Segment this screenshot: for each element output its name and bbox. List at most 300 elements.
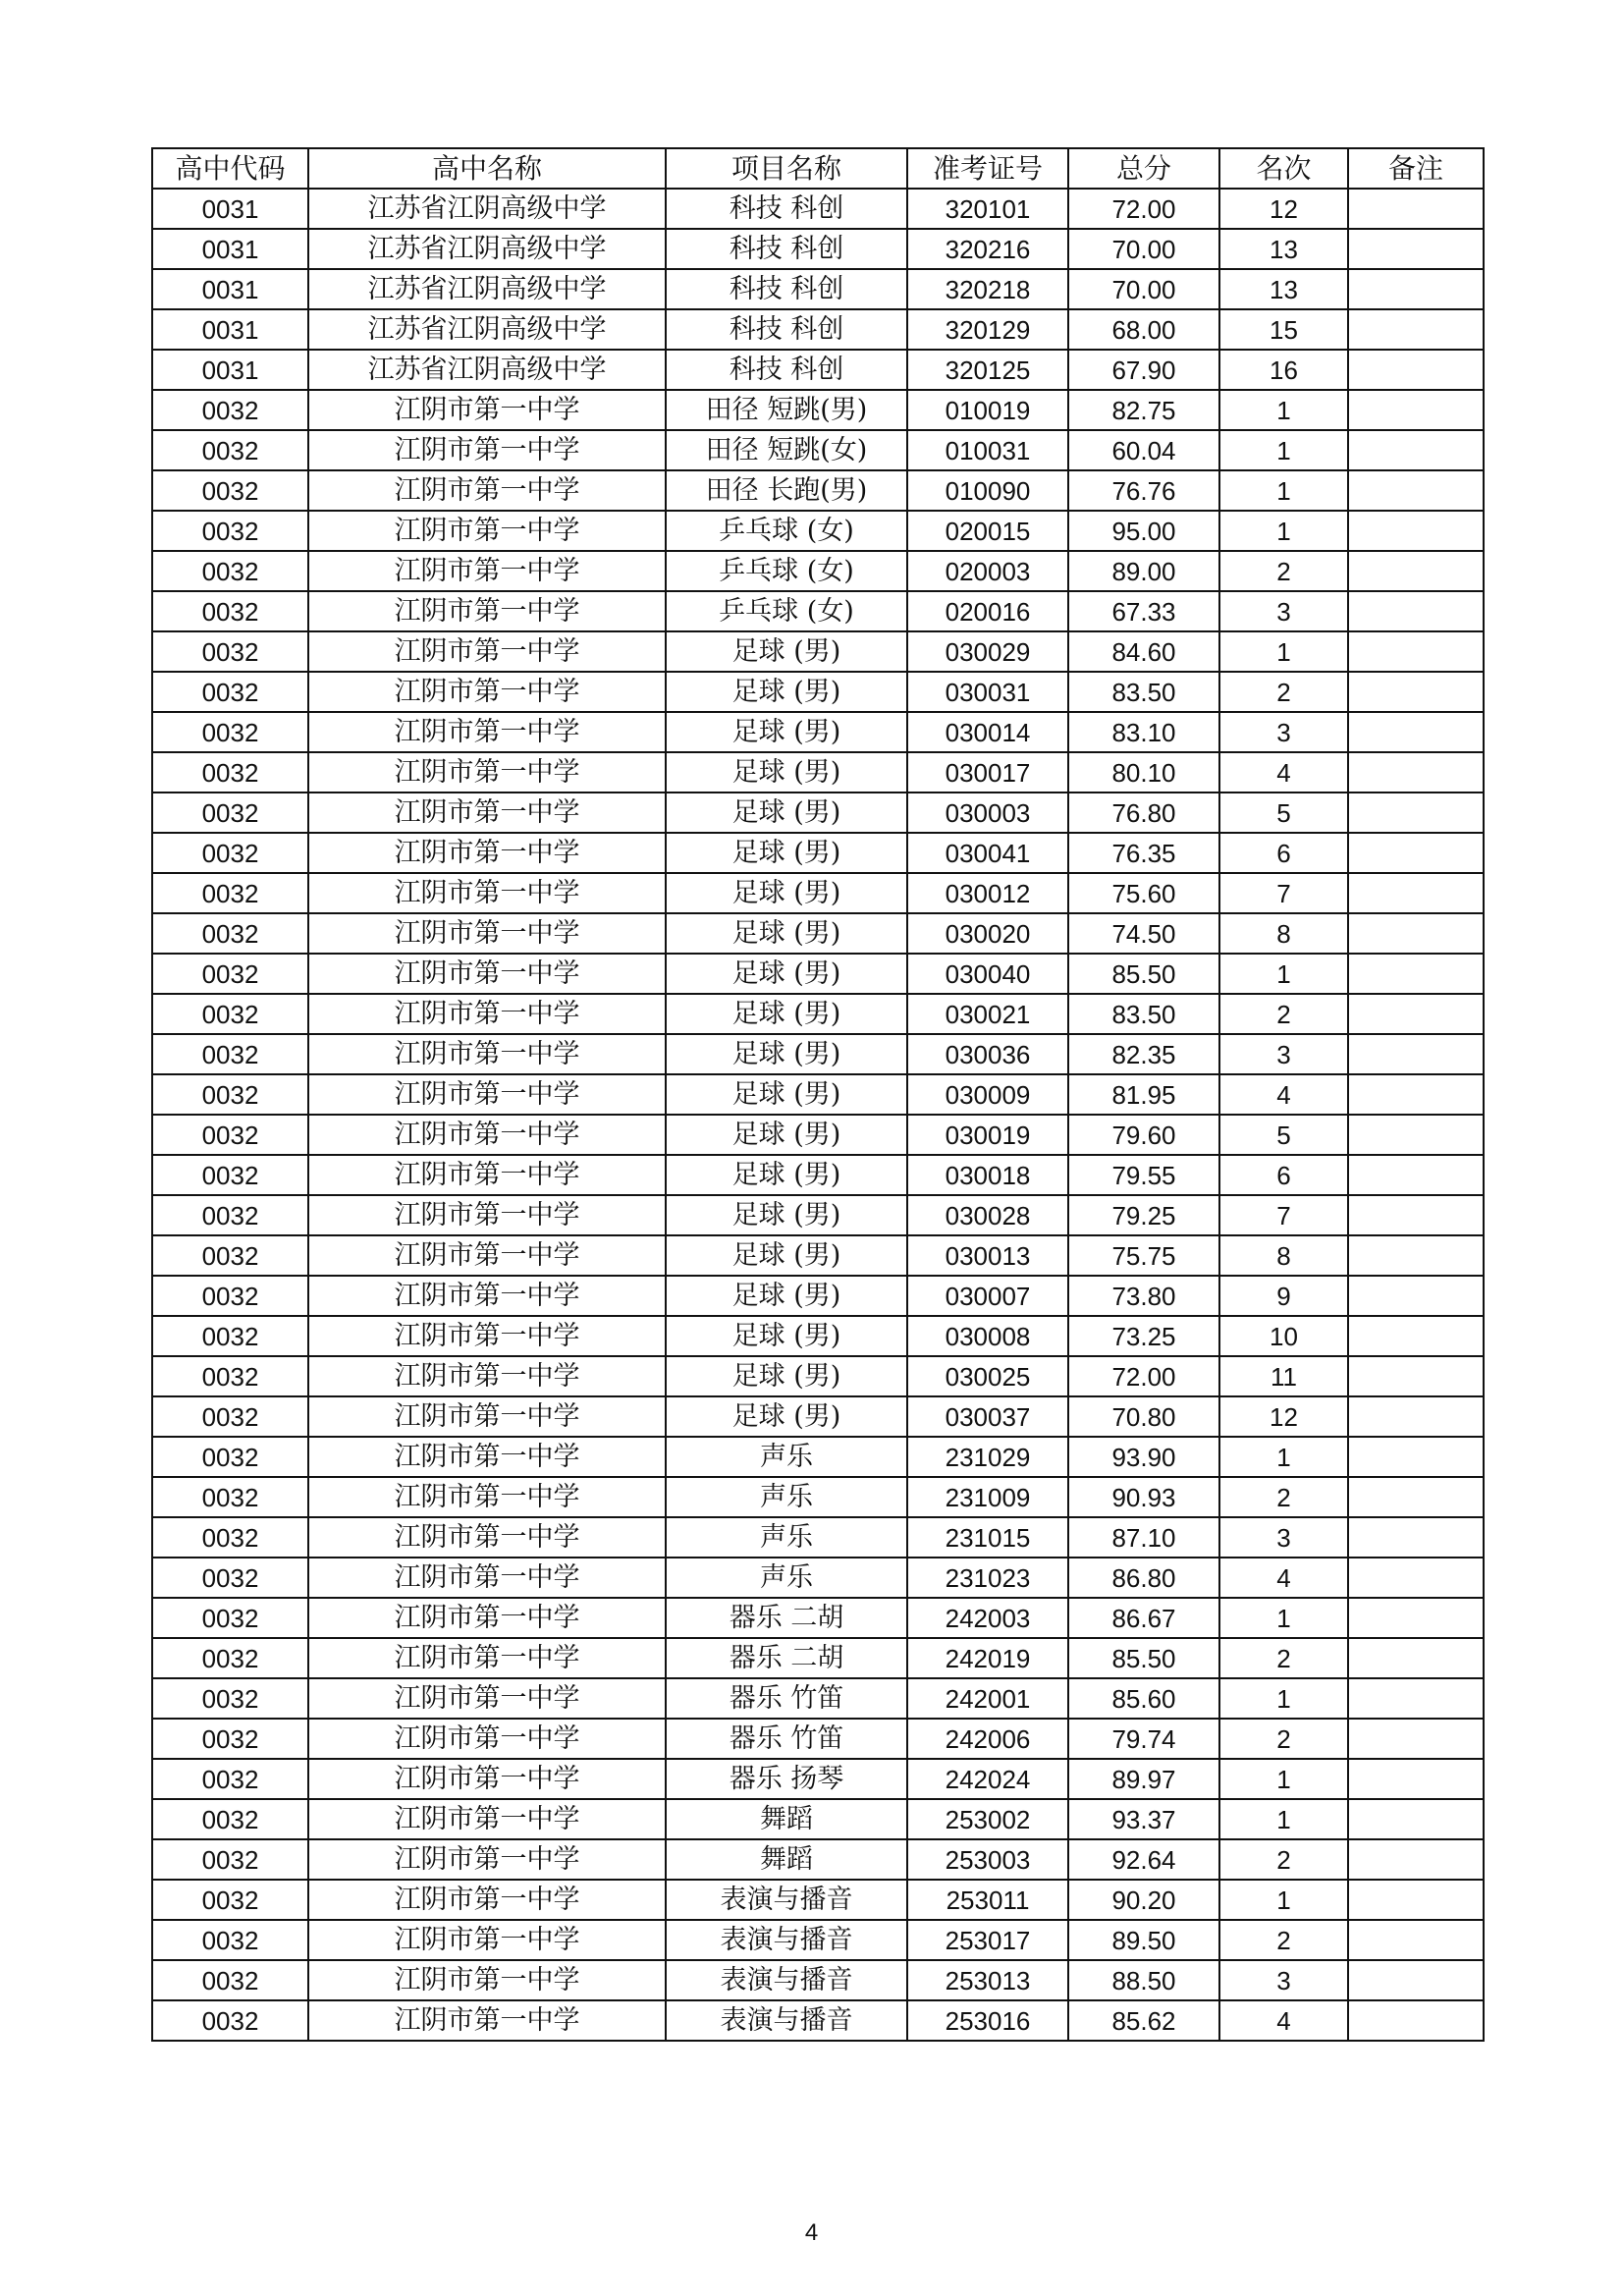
cell-school-name: 江阴市第一中学	[308, 470, 666, 511]
cell-school-name: 江阴市第一中学	[308, 2000, 666, 2041]
cell-event-name: 乒乓球 (女)	[666, 591, 907, 631]
cell-rank: 3	[1219, 1517, 1348, 1558]
cell-event-name: 足球 (男)	[666, 1235, 907, 1276]
header-remarks: 备注	[1348, 148, 1484, 189]
cell-school-name: 江阴市第一中学	[308, 1799, 666, 1839]
cell-school-code: 0032	[152, 1437, 308, 1477]
cell-school-name: 江苏省江阴高级中学	[308, 189, 666, 229]
cell-event-name: 足球 (男)	[666, 833, 907, 873]
cell-rank: 3	[1219, 712, 1348, 752]
cell-school-name: 江阴市第一中学	[308, 913, 666, 954]
cell-total-score: 82.35	[1068, 1034, 1219, 1074]
cell-rank: 1	[1219, 1880, 1348, 1920]
cell-exam-number: 030009	[907, 1074, 1068, 1115]
cell-rank: 15	[1219, 309, 1348, 350]
cell-exam-number: 030029	[907, 631, 1068, 672]
cell-remarks	[1348, 511, 1484, 551]
cell-exam-number: 020003	[907, 551, 1068, 591]
table-row	[152, 954, 1484, 994]
cell-rank: 1	[1219, 1759, 1348, 1799]
cell-total-score: 72.00	[1068, 189, 1219, 229]
table-row	[152, 511, 1484, 551]
table-row	[152, 1960, 1484, 2000]
cell-school-name: 江阴市第一中学	[308, 1719, 666, 1759]
table-row	[152, 1719, 1484, 1759]
cell-exam-number: 030036	[907, 1034, 1068, 1074]
cell-remarks	[1348, 672, 1484, 712]
cell-exam-number: 030014	[907, 712, 1068, 752]
cell-remarks	[1348, 1235, 1484, 1276]
cell-event-name: 足球 (男)	[666, 913, 907, 954]
cell-rank: 1	[1219, 1799, 1348, 1839]
table-row	[152, 350, 1484, 390]
cell-event-name: 舞蹈	[666, 1839, 907, 1880]
cell-event-name: 足球 (男)	[666, 793, 907, 833]
cell-total-score: 76.76	[1068, 470, 1219, 511]
cell-school-code: 0032	[152, 873, 308, 913]
cell-total-score: 76.80	[1068, 793, 1219, 833]
cell-total-score: 70.80	[1068, 1396, 1219, 1437]
cell-school-code: 0032	[152, 1034, 308, 1074]
cell-total-score: 73.80	[1068, 1276, 1219, 1316]
cell-remarks	[1348, 913, 1484, 954]
cell-school-name: 江阴市第一中学	[308, 1034, 666, 1074]
cell-remarks	[1348, 1477, 1484, 1517]
cell-rank: 1	[1219, 511, 1348, 551]
cell-school-name: 江阴市第一中学	[308, 833, 666, 873]
table-row	[152, 1356, 1484, 1396]
cell-school-code: 0032	[152, 470, 308, 511]
cell-exam-number: 253011	[907, 1880, 1068, 1920]
table-row	[152, 1115, 1484, 1155]
cell-remarks	[1348, 1719, 1484, 1759]
cell-remarks	[1348, 309, 1484, 350]
cell-total-score: 84.60	[1068, 631, 1219, 672]
cell-rank: 4	[1219, 752, 1348, 793]
cell-school-name: 江阴市第一中学	[308, 1960, 666, 2000]
cell-remarks	[1348, 793, 1484, 833]
cell-exam-number: 030028	[907, 1195, 1068, 1235]
cell-exam-number: 231015	[907, 1517, 1068, 1558]
cell-remarks	[1348, 1920, 1484, 1960]
cell-school-code: 0032	[152, 1598, 308, 1638]
cell-rank: 1	[1219, 470, 1348, 511]
cell-rank: 9	[1219, 1276, 1348, 1316]
cell-total-score: 80.10	[1068, 752, 1219, 793]
cell-event-name: 足球 (男)	[666, 1276, 907, 1316]
table-row	[152, 1316, 1484, 1356]
cell-total-score: 70.00	[1068, 269, 1219, 309]
cell-event-name: 足球 (男)	[666, 1195, 907, 1235]
cell-school-code: 0032	[152, 1638, 308, 1678]
cell-remarks	[1348, 2000, 1484, 2041]
table-row	[152, 1678, 1484, 1719]
table-row	[152, 1598, 1484, 1638]
cell-event-name: 足球 (男)	[666, 631, 907, 672]
table-row	[152, 1920, 1484, 1960]
cell-rank: 3	[1219, 591, 1348, 631]
cell-school-code: 0032	[152, 390, 308, 430]
cell-total-score: 74.50	[1068, 913, 1219, 954]
cell-total-score: 82.75	[1068, 390, 1219, 430]
cell-remarks	[1348, 470, 1484, 511]
cell-rank: 1	[1219, 954, 1348, 994]
cell-remarks	[1348, 1115, 1484, 1155]
cell-exam-number: 231029	[907, 1437, 1068, 1477]
header-row	[152, 148, 1484, 189]
cell-exam-number: 030041	[907, 833, 1068, 873]
cell-school-code: 0032	[152, 1276, 308, 1316]
table-row	[152, 1477, 1484, 1517]
cell-exam-number: 242024	[907, 1759, 1068, 1799]
cell-school-name: 江苏省江阴高级中学	[308, 309, 666, 350]
cell-event-name: 声乐	[666, 1558, 907, 1598]
cell-exam-number: 030003	[907, 793, 1068, 833]
table-row	[152, 1839, 1484, 1880]
cell-school-name: 江苏省江阴高级中学	[308, 269, 666, 309]
table-row	[152, 2000, 1484, 2041]
cell-school-name: 江阴市第一中学	[308, 1759, 666, 1799]
cell-total-score: 86.67	[1068, 1598, 1219, 1638]
cell-total-score: 75.60	[1068, 873, 1219, 913]
cell-event-name: 足球 (男)	[666, 1074, 907, 1115]
cell-rank: 3	[1219, 1034, 1348, 1074]
cell-exam-number: 320129	[907, 309, 1068, 350]
table-row	[152, 1880, 1484, 1920]
cell-exam-number: 010019	[907, 390, 1068, 430]
cell-exam-number: 320125	[907, 350, 1068, 390]
cell-exam-number: 320216	[907, 229, 1068, 269]
cell-rank: 2	[1219, 672, 1348, 712]
cell-event-name: 声乐	[666, 1477, 907, 1517]
cell-exam-number: 030017	[907, 752, 1068, 793]
cell-exam-number: 030020	[907, 913, 1068, 954]
cell-exam-number: 030037	[907, 1396, 1068, 1437]
table-row	[152, 229, 1484, 269]
cell-rank: 13	[1219, 269, 1348, 309]
cell-school-name: 江阴市第一中学	[308, 994, 666, 1034]
cell-event-name: 表演与播音	[666, 1960, 907, 2000]
table-row	[152, 309, 1484, 350]
cell-total-score: 67.33	[1068, 591, 1219, 631]
cell-total-score: 89.50	[1068, 1920, 1219, 1960]
cell-school-name: 江阴市第一中学	[308, 1396, 666, 1437]
cell-school-code: 0032	[152, 591, 308, 631]
cell-school-code: 0032	[152, 1759, 308, 1799]
cell-school-name: 江阴市第一中学	[308, 752, 666, 793]
cell-remarks	[1348, 1759, 1484, 1799]
cell-school-name: 江阴市第一中学	[308, 1558, 666, 1598]
cell-exam-number: 030021	[907, 994, 1068, 1034]
cell-remarks	[1348, 1517, 1484, 1558]
cell-school-code: 0032	[152, 672, 308, 712]
cell-school-code: 0032	[152, 511, 308, 551]
cell-school-code: 0032	[152, 1920, 308, 1960]
table-row	[152, 1396, 1484, 1437]
cell-remarks	[1348, 1960, 1484, 2000]
cell-remarks	[1348, 229, 1484, 269]
cell-remarks	[1348, 1437, 1484, 1477]
cell-rank: 4	[1219, 1074, 1348, 1115]
table-row	[152, 1155, 1484, 1195]
cell-exam-number: 030018	[907, 1155, 1068, 1195]
cell-event-name: 田径 短跳(女)	[666, 430, 907, 470]
cell-school-code: 0032	[152, 954, 308, 994]
cell-school-code: 0031	[152, 309, 308, 350]
cell-rank: 1	[1219, 1678, 1348, 1719]
table-header	[152, 148, 1484, 189]
cell-event-name: 足球 (男)	[666, 1155, 907, 1195]
cell-school-name: 江阴市第一中学	[308, 1598, 666, 1638]
cell-event-name: 表演与播音	[666, 1880, 907, 1920]
cell-remarks	[1348, 1155, 1484, 1195]
table-row	[152, 793, 1484, 833]
cell-exam-number: 030012	[907, 873, 1068, 913]
cell-remarks	[1348, 591, 1484, 631]
cell-remarks	[1348, 954, 1484, 994]
cell-exam-number: 030040	[907, 954, 1068, 994]
cell-rank: 5	[1219, 1115, 1348, 1155]
cell-event-name: 足球 (男)	[666, 1034, 907, 1074]
cell-event-name: 足球 (男)	[666, 1356, 907, 1396]
cell-school-code: 0032	[152, 994, 308, 1034]
cell-rank: 1	[1219, 430, 1348, 470]
cell-school-name: 江阴市第一中学	[308, 1074, 666, 1115]
cell-school-name: 江阴市第一中学	[308, 1477, 666, 1517]
cell-remarks	[1348, 1074, 1484, 1115]
results-table	[151, 147, 1485, 2042]
cell-total-score: 67.90	[1068, 350, 1219, 390]
table-row	[152, 189, 1484, 229]
cell-school-code: 0032	[152, 1558, 308, 1598]
cell-event-name: 表演与播音	[666, 1920, 907, 1960]
cell-school-name: 江阴市第一中学	[308, 954, 666, 994]
cell-rank: 13	[1219, 229, 1348, 269]
cell-remarks	[1348, 1276, 1484, 1316]
cell-event-name: 足球 (男)	[666, 672, 907, 712]
cell-remarks	[1348, 350, 1484, 390]
cell-school-name: 江阴市第一中学	[308, 1155, 666, 1195]
cell-school-name: 江阴市第一中学	[308, 1356, 666, 1396]
cell-total-score: 88.50	[1068, 1960, 1219, 2000]
cell-school-code: 0032	[152, 752, 308, 793]
table-row	[152, 1759, 1484, 1799]
cell-school-code: 0032	[152, 1074, 308, 1115]
cell-total-score: 89.00	[1068, 551, 1219, 591]
cell-school-name: 江阴市第一中学	[308, 1115, 666, 1155]
table-row	[152, 1034, 1484, 1074]
cell-exam-number: 030031	[907, 672, 1068, 712]
cell-exam-number: 242006	[907, 1719, 1068, 1759]
cell-school-code: 0032	[152, 1960, 308, 2000]
cell-event-name: 器乐 竹笛	[666, 1719, 907, 1759]
cell-event-name: 器乐 扬琴	[666, 1759, 907, 1799]
table-row	[152, 712, 1484, 752]
cell-total-score: 83.10	[1068, 712, 1219, 752]
cell-total-score: 79.74	[1068, 1719, 1219, 1759]
cell-school-name: 江阴市第一中学	[308, 1276, 666, 1316]
table-row	[152, 1638, 1484, 1678]
cell-event-name: 科技 科创	[666, 350, 907, 390]
cell-school-name: 江阴市第一中学	[308, 793, 666, 833]
cell-total-score: 95.00	[1068, 511, 1219, 551]
cell-school-code: 0032	[152, 1115, 308, 1155]
cell-school-code: 0032	[152, 1316, 308, 1356]
cell-exam-number: 020015	[907, 511, 1068, 551]
cell-school-name: 江阴市第一中学	[308, 1517, 666, 1558]
cell-total-score: 85.60	[1068, 1678, 1219, 1719]
cell-rank: 2	[1219, 1920, 1348, 1960]
table-row	[152, 591, 1484, 631]
cell-exam-number: 030008	[907, 1316, 1068, 1356]
cell-school-name: 江阴市第一中学	[308, 1195, 666, 1235]
cell-school-code: 0032	[152, 1839, 308, 1880]
cell-remarks	[1348, 1316, 1484, 1356]
cell-rank: 6	[1219, 1155, 1348, 1195]
cell-remarks	[1348, 631, 1484, 672]
cell-event-name: 声乐	[666, 1437, 907, 1477]
cell-exam-number: 242019	[907, 1638, 1068, 1678]
header-rank: 名次	[1219, 148, 1348, 189]
table-row	[152, 390, 1484, 430]
cell-event-name: 乒乓球 (女)	[666, 551, 907, 591]
cell-remarks	[1348, 833, 1484, 873]
cell-total-score: 68.00	[1068, 309, 1219, 350]
cell-remarks	[1348, 1598, 1484, 1638]
cell-total-score: 87.10	[1068, 1517, 1219, 1558]
header-school-code: 高中代码	[152, 148, 308, 189]
cell-total-score: 75.75	[1068, 1235, 1219, 1276]
cell-total-score: 72.00	[1068, 1356, 1219, 1396]
cell-exam-number: 320101	[907, 189, 1068, 229]
cell-school-code: 0032	[152, 1719, 308, 1759]
cell-total-score: 79.60	[1068, 1115, 1219, 1155]
cell-total-score: 79.55	[1068, 1155, 1219, 1195]
cell-remarks	[1348, 1678, 1484, 1719]
cell-exam-number: 320218	[907, 269, 1068, 309]
table-row	[152, 269, 1484, 309]
cell-remarks	[1348, 430, 1484, 470]
cell-school-name: 江阴市第一中学	[308, 631, 666, 672]
cell-event-name: 乒乓球 (女)	[666, 511, 907, 551]
cell-school-code: 0031	[152, 189, 308, 229]
cell-remarks	[1348, 189, 1484, 229]
cell-rank: 2	[1219, 551, 1348, 591]
cell-event-name: 科技 科创	[666, 309, 907, 350]
cell-exam-number: 253002	[907, 1799, 1068, 1839]
cell-total-score: 85.50	[1068, 1638, 1219, 1678]
cell-rank: 16	[1219, 350, 1348, 390]
cell-rank: 1	[1219, 1437, 1348, 1477]
cell-school-code: 0032	[152, 1477, 308, 1517]
cell-exam-number: 253003	[907, 1839, 1068, 1880]
cell-event-name: 声乐	[666, 1517, 907, 1558]
cell-total-score: 90.20	[1068, 1880, 1219, 1920]
cell-remarks	[1348, 1839, 1484, 1880]
cell-school-name: 江阴市第一中学	[308, 591, 666, 631]
cell-rank: 5	[1219, 793, 1348, 833]
cell-exam-number: 020016	[907, 591, 1068, 631]
cell-remarks	[1348, 1356, 1484, 1396]
table-row	[152, 1558, 1484, 1598]
cell-total-score: 60.04	[1068, 430, 1219, 470]
cell-event-name: 足球 (男)	[666, 954, 907, 994]
cell-school-name: 江阴市第一中学	[308, 873, 666, 913]
table-row	[152, 913, 1484, 954]
table-row	[152, 470, 1484, 511]
cell-event-name: 足球 (男)	[666, 712, 907, 752]
cell-exam-number: 010031	[907, 430, 1068, 470]
cell-total-score: 76.35	[1068, 833, 1219, 873]
cell-school-code: 0032	[152, 1235, 308, 1276]
cell-event-name: 田径 短跳(男)	[666, 390, 907, 430]
cell-exam-number: 242003	[907, 1598, 1068, 1638]
table-row	[152, 1517, 1484, 1558]
cell-exam-number: 030019	[907, 1115, 1068, 1155]
cell-exam-number: 253016	[907, 2000, 1068, 2041]
cell-rank: 8	[1219, 913, 1348, 954]
cell-school-name: 江阴市第一中学	[308, 430, 666, 470]
cell-total-score: 93.37	[1068, 1799, 1219, 1839]
cell-remarks	[1348, 752, 1484, 793]
cell-rank: 12	[1219, 1396, 1348, 1437]
cell-total-score: 73.25	[1068, 1316, 1219, 1356]
cell-total-score: 83.50	[1068, 672, 1219, 712]
cell-rank: 11	[1219, 1356, 1348, 1396]
cell-event-name: 足球 (男)	[666, 1396, 907, 1437]
cell-remarks	[1348, 1195, 1484, 1235]
cell-total-score: 81.95	[1068, 1074, 1219, 1115]
cell-school-code: 0031	[152, 229, 308, 269]
cell-rank: 4	[1219, 1558, 1348, 1598]
cell-remarks	[1348, 873, 1484, 913]
cell-school-code: 0032	[152, 833, 308, 873]
header-exam-number: 准考证号	[907, 148, 1068, 189]
cell-event-name: 器乐 二胡	[666, 1598, 907, 1638]
cell-school-code: 0032	[152, 712, 308, 752]
cell-school-name: 江苏省江阴高级中学	[308, 350, 666, 390]
cell-rank: 2	[1219, 994, 1348, 1034]
cell-school-name: 江阴市第一中学	[308, 1920, 666, 1960]
cell-rank: 10	[1219, 1316, 1348, 1356]
table-body	[152, 189, 1484, 2041]
cell-rank: 2	[1219, 1638, 1348, 1678]
table-row	[152, 551, 1484, 591]
cell-school-name: 江阴市第一中学	[308, 1235, 666, 1276]
cell-rank: 7	[1219, 873, 1348, 913]
header-school-name: 高中名称	[308, 148, 666, 189]
table-row	[152, 430, 1484, 470]
cell-exam-number: 231023	[907, 1558, 1068, 1598]
cell-school-code: 0032	[152, 551, 308, 591]
cell-rank: 1	[1219, 390, 1348, 430]
cell-remarks	[1348, 1034, 1484, 1074]
cell-school-code: 0032	[152, 1517, 308, 1558]
cell-school-name: 江阴市第一中学	[308, 712, 666, 752]
cell-rank: 8	[1219, 1235, 1348, 1276]
cell-event-name: 足球 (男)	[666, 1115, 907, 1155]
table-row	[152, 994, 1484, 1034]
header-total-score: 总分	[1068, 148, 1219, 189]
table-row	[152, 1074, 1484, 1115]
table-row	[152, 672, 1484, 712]
cell-exam-number: 231009	[907, 1477, 1068, 1517]
cell-remarks	[1348, 269, 1484, 309]
cell-rank: 1	[1219, 631, 1348, 672]
cell-event-name: 田径 长跑(男)	[666, 470, 907, 511]
cell-exam-number: 010090	[907, 470, 1068, 511]
cell-rank: 4	[1219, 2000, 1348, 2041]
